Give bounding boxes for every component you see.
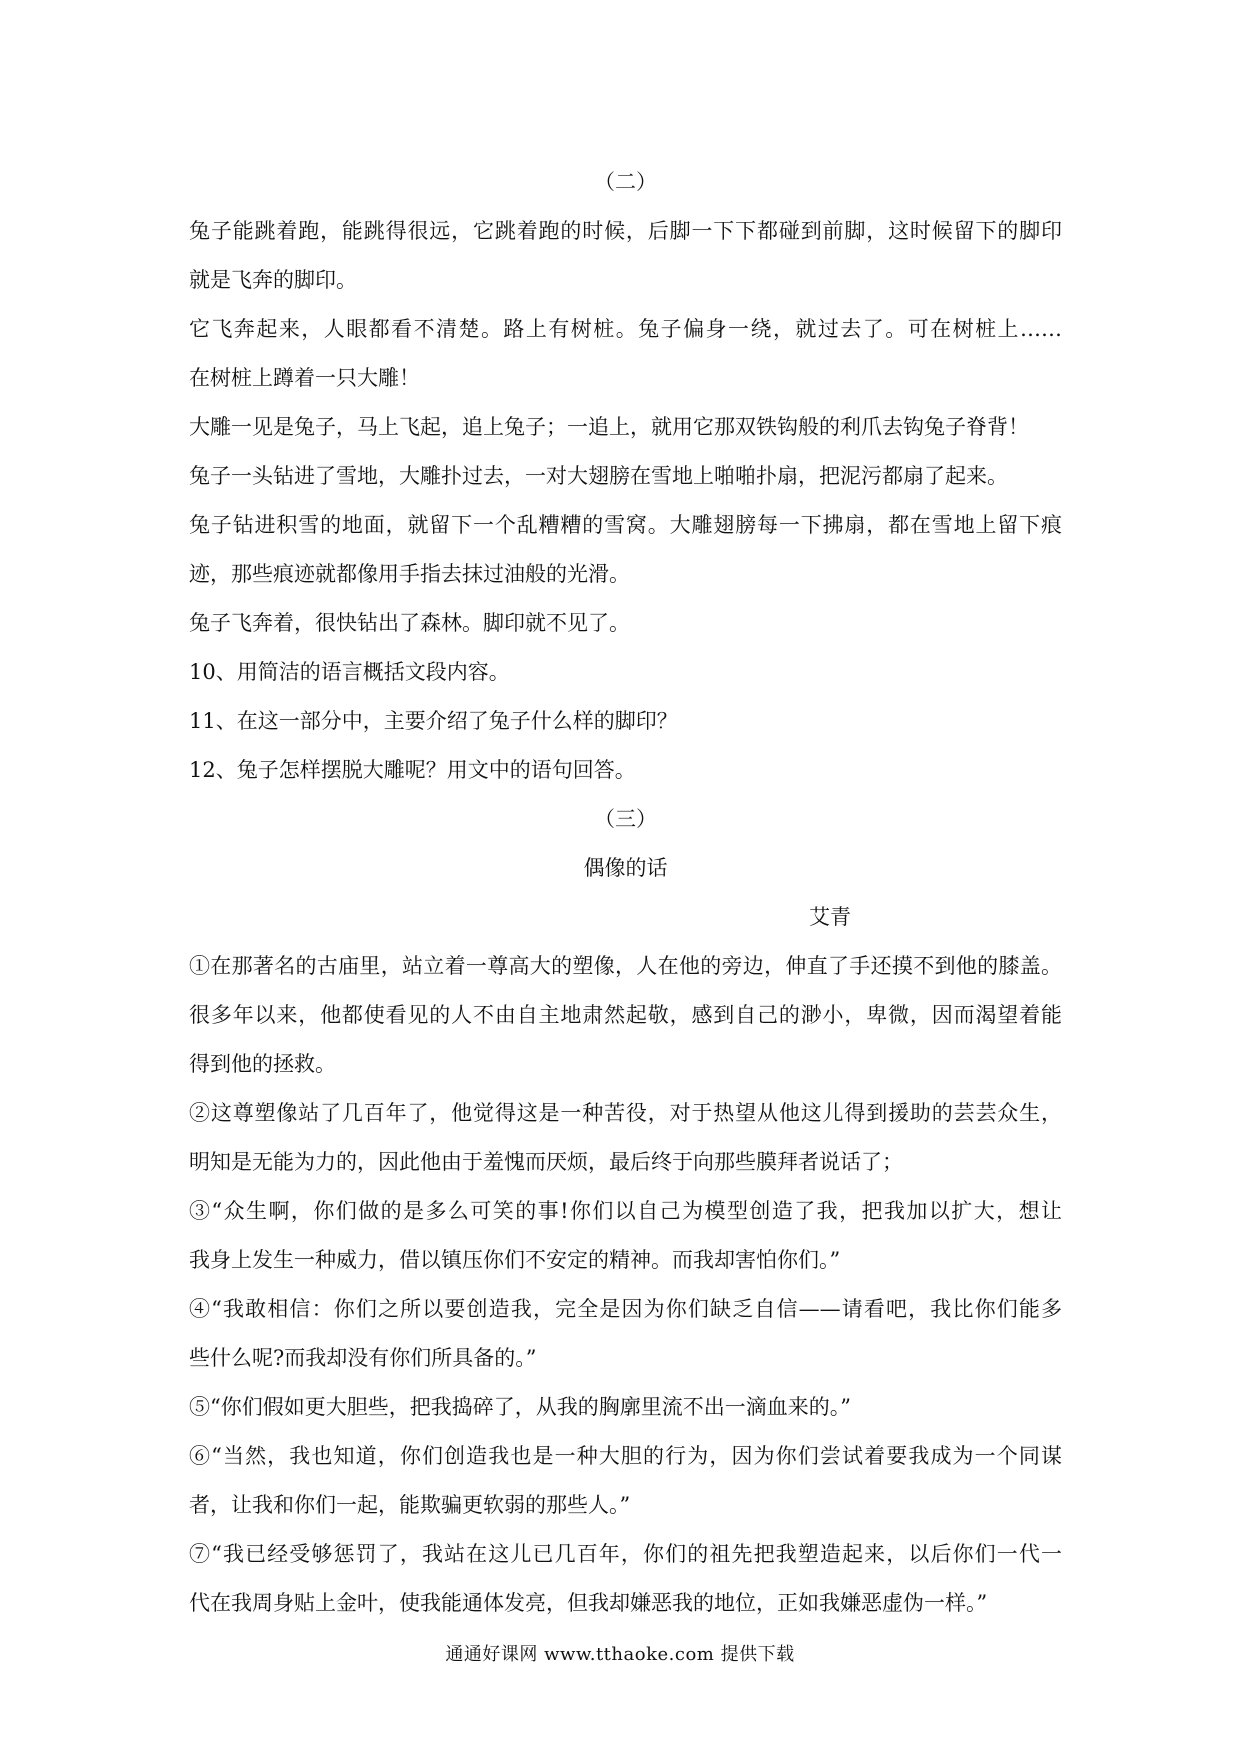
- paragraph: [189, 501, 1062, 599]
- text-line: 大雕一见是兔子，马上飞起，追上兔子；一追上，就用它那双铁钩般的利爪去钩兔子脊背！: [189, 415, 1029, 439]
- text-line: 得到他的拯救。: [189, 1052, 336, 1076]
- section-2-heading: （二）: [594, 170, 657, 194]
- article-author: 艾青: [809, 905, 851, 929]
- paragraph: [189, 1383, 1062, 1432]
- text-line: ⑥“当然，我也知道，你们创造我也是一种大胆的行为，因为你们尝试着要我成为一个同谋: [189, 1444, 1062, 1468]
- text-line: 在树桩上蹲着一只大雕！: [189, 366, 420, 390]
- text-line: 兔子能跳着跑，能跳得很远，它跳着跑的时候，后脚一下下都碰到前脚，这时候留下的脚印: [189, 219, 1062, 243]
- text-line: 兔子一头钻进了雪地，大雕扑过去，一对大翅膀在雪地上啪啪扑扇，把泥污都扇了起来。: [189, 464, 1008, 488]
- paragraph: [189, 599, 1062, 648]
- section-3-passage: [189, 942, 1062, 1628]
- text-line: 很多年以来，他都使看见的人不由自主地肃然起敬，感到自己的渺小，卑微，因而渴望着能: [189, 1003, 1062, 1027]
- text-line: 兔子钻进积雪的地面，就留下一个乱糟糟的雪窝。大雕翅膀每一下拂扇，都在雪地上留下痕: [189, 513, 1062, 537]
- text-line: 明知是无能为力的，因此他由于羞愧而厌烦，最后终于向那些膜拜者说话了；: [189, 1150, 903, 1174]
- question: 11、在这一部分中，主要介绍了兔子什么样的脚印？: [189, 709, 678, 733]
- paragraph: [189, 942, 1062, 1089]
- text-line: ⑤“你们假如更大胆些，把我捣碎了，从我的胸廓里流不出一滴血来的。”: [189, 1395, 851, 1419]
- text-line: ②这尊塑像站了几百年了，他觉得这是一种苦役，对于热望从他这儿得到援助的芸芸众生，: [189, 1101, 1062, 1125]
- question: 10、用简洁的语言概括文段内容。: [189, 660, 510, 684]
- section-3-heading: （三）: [594, 807, 657, 831]
- paragraph: [189, 452, 1062, 501]
- paragraph: [189, 1285, 1062, 1383]
- paragraph: [189, 1530, 1062, 1628]
- paragraph: [189, 305, 1062, 403]
- text-line: ③“众生啊，你们做的是多么可笑的事!你们以自己为模型创造了我，把我加以扩大，想让: [189, 1199, 1062, 1223]
- question: 12、兔子怎样摆脱大雕呢？用文中的语句回答。: [189, 758, 636, 782]
- page-footer: 通通好课网 www.tthaoke.com 提供下载: [445, 1644, 795, 1665]
- text-line: 兔子飞奔着，很快钻出了森林。脚印就不见了。: [189, 611, 630, 635]
- document-page: [189, 158, 1062, 1628]
- text-line: 些什么呢?而我却没有你们所具备的。”: [189, 1346, 537, 1370]
- text-line: 迹，那些痕迹就都像用手指去抹过油般的光滑。: [189, 562, 630, 586]
- text-line: 我身上发生一种威力，借以镇压你们不安定的精神。而我却害怕你们。”: [189, 1248, 841, 1272]
- section-2-passage: [189, 207, 1062, 648]
- text-line: ①在那著名的古庙里，站立着一尊高大的塑像，人在他的旁边，伸直了手还摸不到他的膝盖。: [189, 954, 1062, 978]
- paragraph: [189, 1187, 1062, 1285]
- text-line: 就是飞奔的脚印。: [189, 268, 357, 292]
- article-title: 偶像的话: [583, 856, 668, 880]
- text-line: ④“我敢相信：你们之所以要创造我，完全是因为你们缺乏自信——请看吧，我比你们能多: [189, 1297, 1062, 1321]
- paragraph: [189, 1432, 1062, 1530]
- section-2-questions: [189, 648, 1062, 795]
- text-line: 代在我周身贴上金叶，使我能通体发亮，但我却嫌恶我的地位，正如我嫌恶虚伪一样。”: [189, 1591, 988, 1615]
- paragraph: [189, 403, 1062, 452]
- text-line: 它飞奔起来，人眼都看不清楚。路上有树桩。兔子偏身一绕，就过去了。可在树桩上……: [189, 317, 1062, 341]
- text-line: ⑦“我已经受够惩罚了，我站在这儿已几百年，你们的祖先把我塑造起来，以后你们一代一: [189, 1542, 1062, 1566]
- text-line: 者，让我和你们一起，能欺骗更软弱的那些人。”: [189, 1493, 631, 1517]
- paragraph: [189, 207, 1062, 305]
- paragraph: [189, 1089, 1062, 1187]
